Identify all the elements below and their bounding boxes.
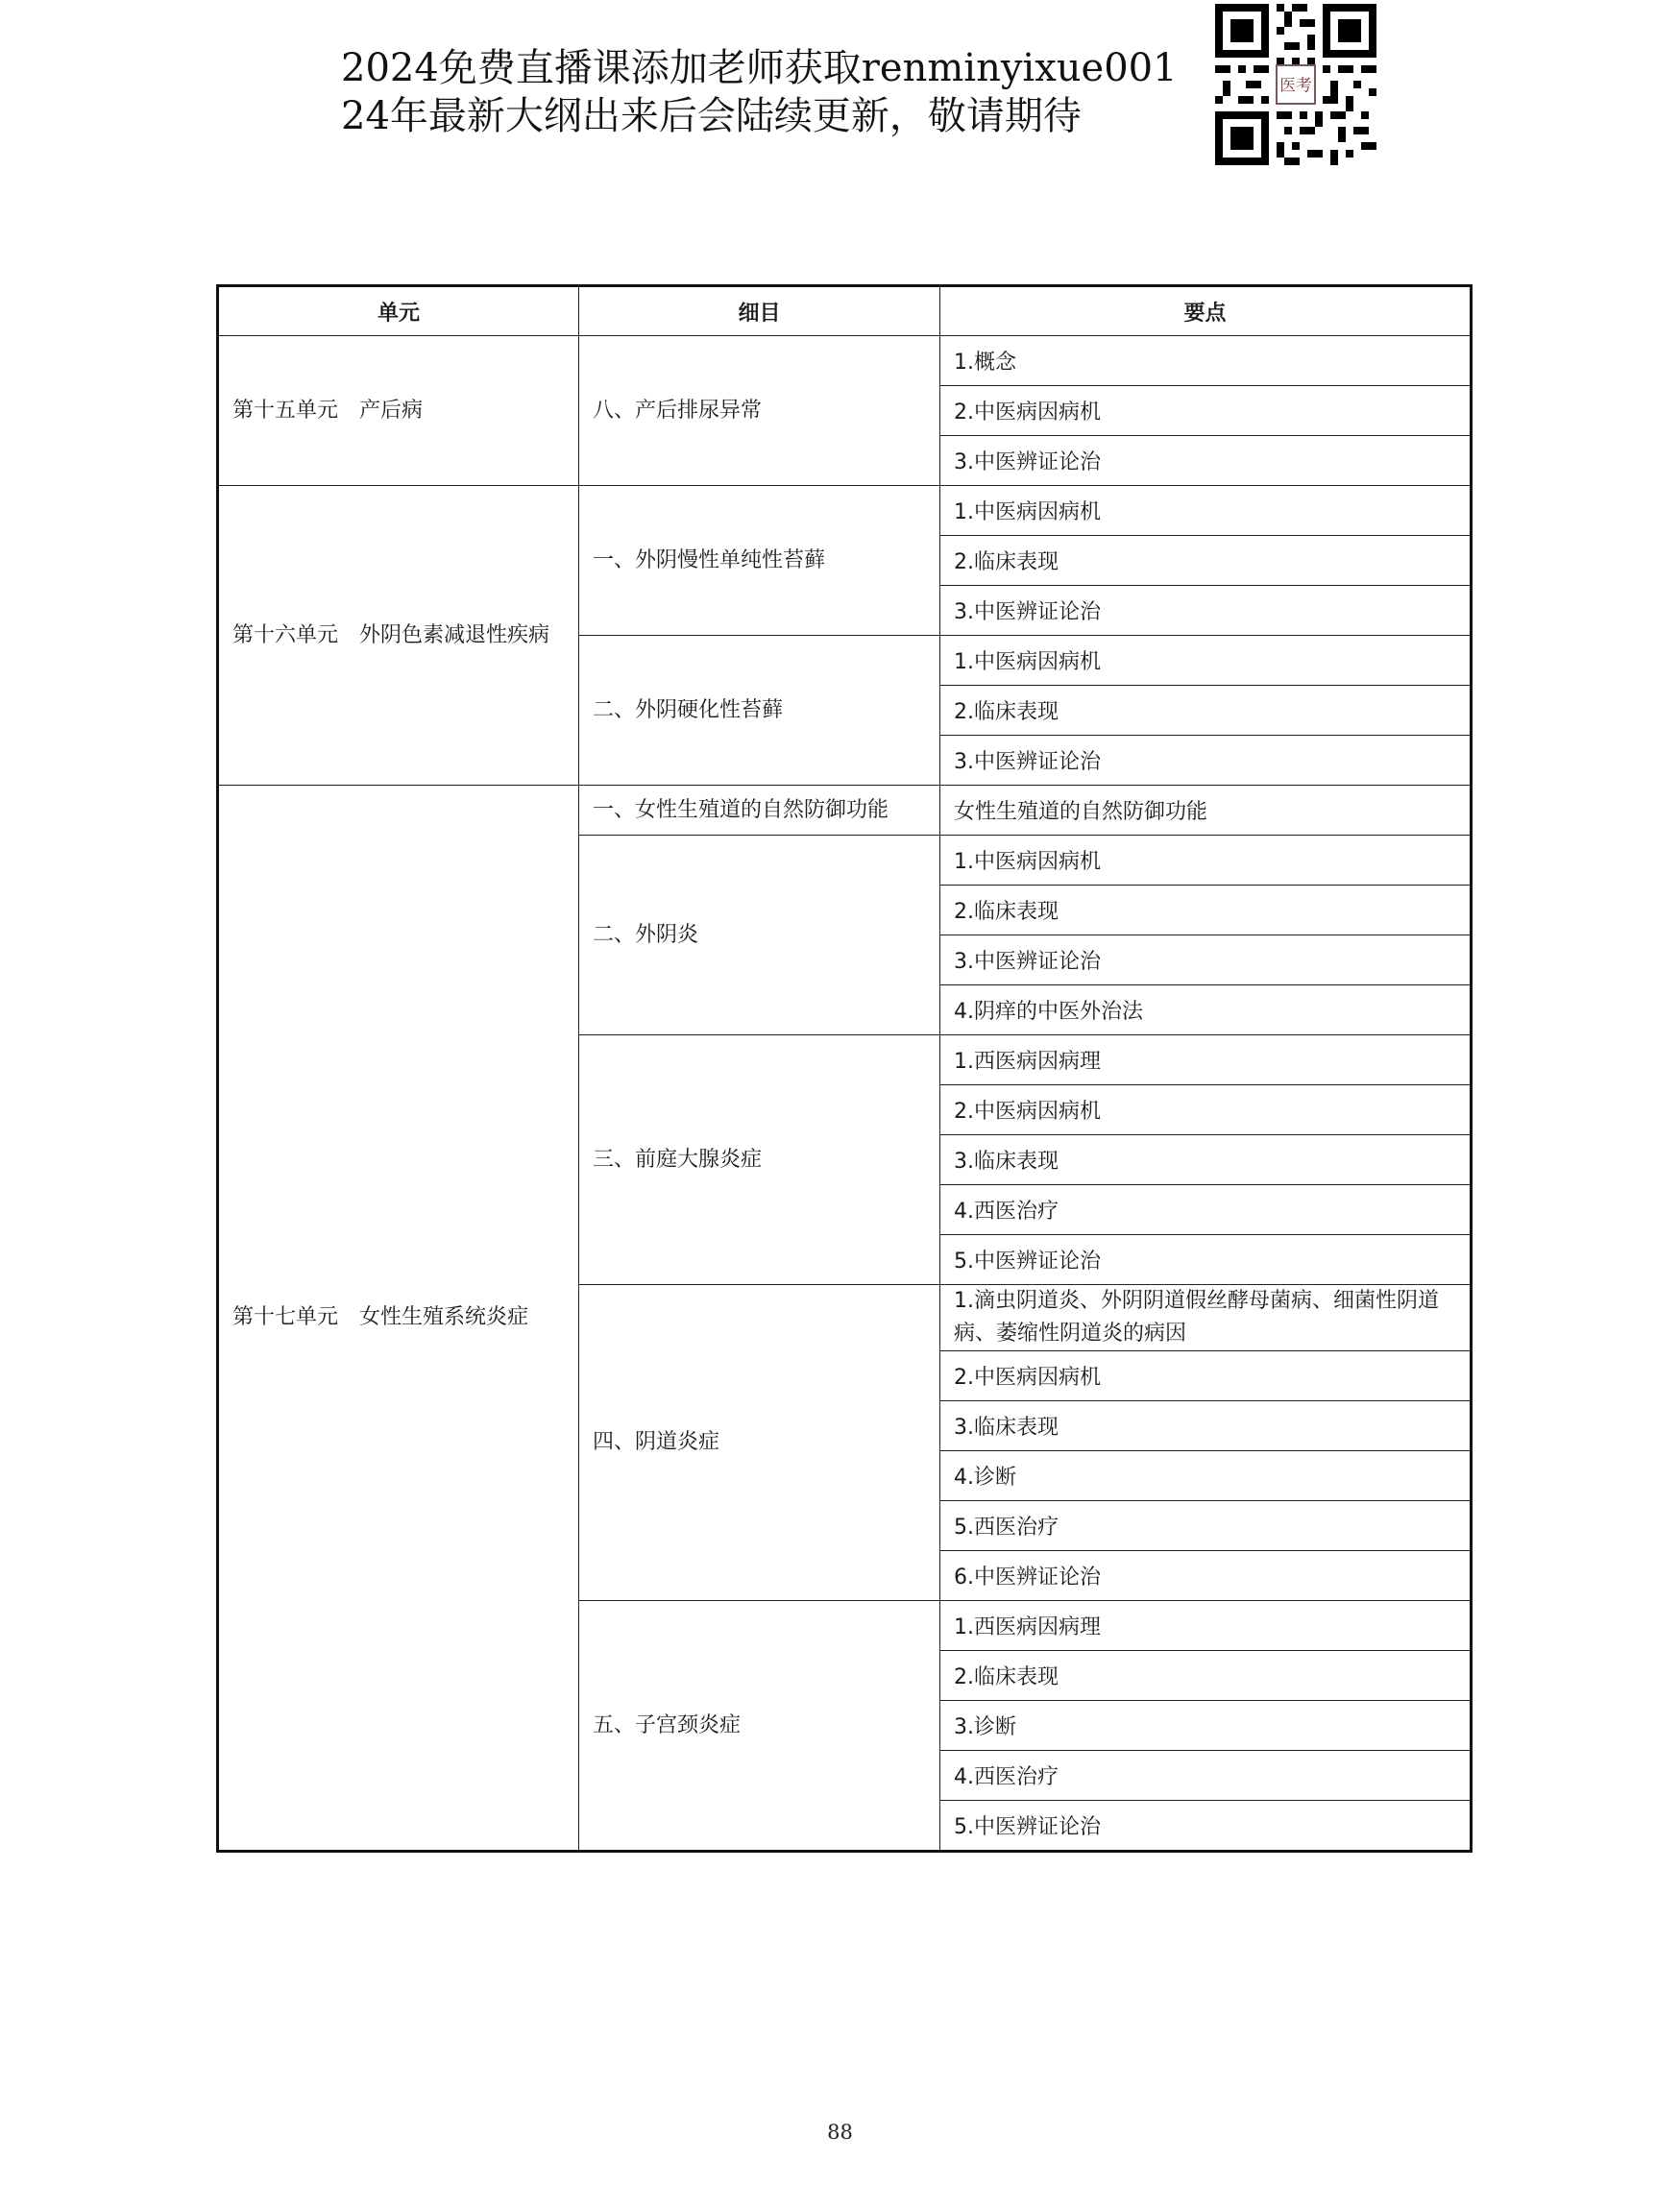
page-number: 88 (827, 2121, 853, 2144)
unit-cell: 第十六单元 外阴色素减退性疾病 (218, 486, 579, 786)
point-cell: 1.滴虫阴道炎、外阴阴道假丝酵母菌病、细菌性阴道病、萎缩性阴道炎的病因 (940, 1285, 1472, 1351)
point-cell: 2.中医病因病机 (940, 1351, 1472, 1401)
point-cell: 2.中医病因病机 (940, 1085, 1472, 1135)
point-cell: 5.中医辨证论治 (940, 1801, 1472, 1852)
point-cell: 2.临床表现 (940, 686, 1472, 736)
point-cell: 5.西医治疗 (940, 1501, 1472, 1551)
table-row (218, 336, 1472, 386)
point-cell: 1.西医病因病理 (940, 1035, 1472, 1085)
point-cell: 3.临床表现 (940, 1135, 1472, 1185)
point-cell: 2.临床表现 (940, 886, 1472, 935)
point-cell: 3.中医辨证论治 (940, 935, 1472, 985)
promo-line-2: 24年最新大纲出来后会陆续更新，敬请期待 (341, 94, 1082, 138)
point-cell: 1.中医病因病机 (940, 836, 1472, 886)
point-cell: 3.中医辨证论治 (940, 736, 1472, 786)
point-cell: 4.西医治疗 (940, 1185, 1472, 1235)
promo-header (341, 44, 1178, 140)
column-header-unit: 单元 (218, 286, 579, 336)
qr-logo-text: 医考 (1279, 75, 1312, 95)
point-cell: 3.临床表现 (940, 1401, 1472, 1451)
item-cell: 二、外阴硬化性苔藓 (579, 636, 940, 786)
item-cell: 四、阴道炎症 (579, 1285, 940, 1601)
qr-code-icon (1215, 4, 1376, 165)
point-cell: 4.诊断 (940, 1451, 1472, 1501)
item-cell: 一、女性生殖道的自然防御功能 (579, 786, 940, 836)
table-row (218, 786, 1472, 836)
point-cell: 1.中医病因病机 (940, 636, 1472, 686)
point-cell: 4.西医治疗 (940, 1751, 1472, 1801)
item-cell: 三、前庭大腺炎症 (579, 1035, 940, 1285)
table-row (218, 486, 1472, 536)
exam-outline-table (216, 284, 1473, 1853)
point-cell: 3.中医辨证论治 (940, 586, 1472, 636)
point-cell: 1.概念 (940, 336, 1472, 386)
unit-cell: 第十五单元 产后病 (218, 336, 579, 486)
promo-line-1: 2024免费直播课添加老师获取renminyixue001 (341, 46, 1178, 90)
point-cell: 5.中医辨证论治 (940, 1235, 1472, 1285)
item-cell: 八、产后排尿异常 (579, 336, 940, 486)
point-cell: 4.阴痒的中医外治法 (940, 985, 1472, 1035)
point-cell: 3.诊断 (940, 1701, 1472, 1751)
point-cell: 1.中医病因病机 (940, 486, 1472, 536)
point-cell: 3.中医辨证论治 (940, 436, 1472, 486)
point-cell: 女性生殖道的自然防御功能 (940, 786, 1472, 836)
item-cell: 一、外阴慢性单纯性苔藓 (579, 486, 940, 636)
item-cell: 五、子宫颈炎症 (579, 1601, 940, 1852)
point-cell: 2.中医病因病机 (940, 386, 1472, 436)
item-cell: 二、外阴炎 (579, 836, 940, 1035)
point-cell: 6.中医辨证论治 (940, 1551, 1472, 1601)
column-header-points: 要点 (940, 286, 1472, 336)
column-header-item: 细目 (579, 286, 940, 336)
point-cell: 1.西医病因病理 (940, 1601, 1472, 1651)
table-header-row (218, 286, 1472, 336)
point-cell: 2.临床表现 (940, 536, 1472, 586)
unit-cell: 第十七单元 女性生殖系统炎症 (218, 786, 579, 1852)
point-cell: 2.临床表现 (940, 1651, 1472, 1701)
